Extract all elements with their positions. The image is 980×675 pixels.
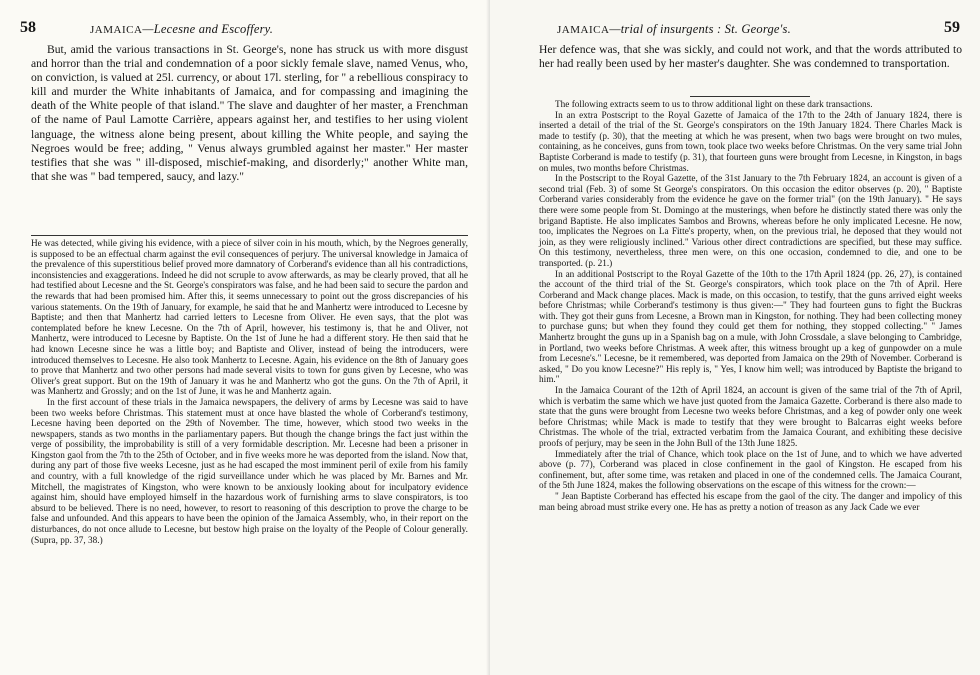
body-paragraph: But, amid the various transactions in St. George's, none has struck us with more disgust and horror than the trial and condemnation of a poor sickly female slave, named Venus, who, on conviction, is valued at 25l. currency, or about 17l. sterling, for " a rebellious conspiracy to kill and murder the White inhabitants of Jamaica, and for compassing and imagining the death of the White people of that island." The slave and daughter of her master, a Frenchman of the name of Paul Lamotte Carrière, appears against her, and testifies to her using violent language, the witness alone being present, about killing the White people, and saying the Negroes would be free; adding, " Venus always grumbled against her master." Her master testifies that she was " ill-disposed, mischief-making, and disorderly;" another White man, that she was " bad tempered, saucy, and lazy." xyxy=(31,43,468,183)
left-page-header xyxy=(20,19,468,39)
section-divider xyxy=(690,96,810,97)
main-text-block xyxy=(539,43,962,71)
right-page-header xyxy=(515,19,960,39)
footnote-paragraph: In the first account of these trials in the Jamaica newspapers, the delivery of arms by Lecesne was said to have been two weeks before Christmas. This statement must at once have blasted the whole of Corberand's testimony, Lecesne having been deported on the 29th of November. The time, however, which stood two weeks in the newspapers, stands as two months in the parliamentary papers. But though the change brings the fact just within the verge of possibility, the improbability is still of a very formidable description. Mr. Lecesne had been a prisoner in Kingston gaol from the 7th to the 25th of October, and in five weeks more he was deported from the island. Now that, during any part of those five weeks Lecesne, just as he had escaped the most imminent peril of exile from his family and country, with a full knowledge of the rigid surveillance under which he was placed by Mr. Barnes and Mr. Mitchell, the magistrates of Kingston, who were known to be anxiously looking about for inculpatory evidence against him, should have employed himself in the hazardous work of furnishing arms to slave conspirators, is too absurd to be believed. There is no need, however, to resort to reasoning of this description to prove the charge to be false and unfounded. And this appears to have been the opinion of the Jamaica Assembly, who, in their report on the disturbances, do not once allude to Lecesne, but bestow high praise on the loyalty of the People of Colour generally. (Supra, pp. 37, 38.) xyxy=(31,397,468,546)
footnote-paragraph: " Jean Baptiste Corberand has effected his escape from the gaol of the city. The danger and impolicy of this man being abroad must strike every one. He has as pretty a notion of treason as any Jack Cade we ever xyxy=(539,491,962,513)
footnote-paragraph: He was detected, while giving his evidence, with a piece of silver coin in his mouth, which, by the Negroes generally, is supposed to be an effectual charm against the evil consequences of perjury. The universal knowledge in Jamaica of the prevalence of this superstitious belief proved more damnatory of Corberand's evidence than all his contradictions, inconsistencies and exaggerations. Indeed he did not scruple to avow afterwards, as may be clearly proved, that all he had testified about Lecesne and the St. George's conspirators was false, and he had been said to secure the pardon and the rewards that had been promised him. After this, it seems unnecessary to point out the gross discrepancies of his various statements. On the 19th of January, for example, he said that he and Manhertz were introduced to Lecesne by Baptiste; and then that Manhertz had carried letters to Lecesne from Oliver. He even says, that the plot was contemplated before he knew Lecesne. On the 7th of April, however, his testimony is, that he and Oliver, not Manhertz, were introduced to Lecesne by Baptiste. On the 1st of June he had a different story. He then said that he had known Lecesne since he was a little boy; and Baptiste and Oliver, instead of being the introducers, were introduced themselves to Lecesne. He also took Manhertz to Lecesne. Again, his evidence on the 8th of January goes to prove that Manhertz and two other persons had made several visits to town for guns given by Lecesne, who was Oliver's great support. But on the 19th of January it was he and Manhertz who got the guns. On the 7th of April, it was Manhertz and Grossly; and on the 1st of June, it was he and Manhertz again. xyxy=(31,239,468,398)
body-paragraph: Her defence was, that she was sickly, and could not work, and that the words attributed to her had really been used by her master's daughter. She was condemned to transportation. xyxy=(539,43,962,71)
running-head-caps: JAMAICA xyxy=(90,24,143,36)
footnote-block xyxy=(539,100,962,513)
running-head xyxy=(557,22,791,37)
right-page xyxy=(490,0,980,675)
main-text-block xyxy=(31,43,468,184)
page-number: 59 xyxy=(944,19,960,36)
running-head xyxy=(90,22,273,37)
footnote-paragraph: In an extra Postscript to the Royal Gazette of Jamaica of the 17th to the 24th of January 1824, there is inserted a detail of the trial of the St. George's conspirators on the 19th January 1824. There Charles Mack is made to testify (p. 30), that the meeting at which he was present, when two bags were brought on two mules, containing, as he conceives, guns from town, took place two weeks before Christmas. On the very same trial John Baptiste Corberand is made to testify (p. 31), that fourteen guns were brought from Lecesne, in Kingston, in bags on mules, two months before Christmas. xyxy=(539,110,962,174)
page-number: 58 xyxy=(20,19,36,36)
section-divider xyxy=(31,235,468,236)
running-head-caps: JAMAICA xyxy=(557,24,610,36)
footnote-paragraph: In the Jamaica Courant of the 12th of April 1824, an account is given of the same trial of the 7th of April, which is verbatim the same which we have just quoted from the Jamaica Gazette. Corberand is there also made to state that the guns were brought from Lecesne two weeks before Christmas, and a keg of powder only one week before Christmas; while Mack is made to testify that they were brought to Balcarras eight weeks before Christmas. The whole of the trial, extracted verbatim from the Jamaica Courant, and exhibiting these decisive proofs of perjury, may be seen in the John Bull of the 13th June 1825. xyxy=(539,386,962,449)
running-head-title: —trial of insurgents : St. George's. xyxy=(609,22,791,36)
footnote-paragraph: Immediately after the trial of Chance, which took place on the 1st of June, and to which we have adverted above (p. 77), Corberand was placed in close confinement in the gaol of Kingston. He escaped from his confinement, but, after some time, was retaken and placed in one of the condemned cells. The Jamaica Courant, of the 5th June 1824, makes the following observations on the escape of this witness for the crown:— xyxy=(539,449,962,492)
footnote-paragraph: In the Postscript to the Royal Gazette, of the 31st January to the 7th February 1824, an account is given of a second trial (Feb. 3) of some St George's conspirators. On this occasion the editor observes (p. 20), " Baptiste Corberand varies considerably from the evidence he gave on the former trial" (on the 19th January). " He says there were some people from St. Domingo at the musterings, when before he distinctly stated there was only the brigand Baptiste. He also implicates Sambos and Browns, whereas before he only implicated Lecesne. He now, too, implicates the Negroes on La Fitte's property, when, on the previous trial, he deposed that they would not join, as they were religiously inclined." Various other direct contradictions are specified, but these may suffice. On this testimony, nevertheless, three men were, on this one occasion, condemned to die, and one to be transported. (p. 21.) xyxy=(539,174,962,269)
footnote-paragraph: In an additional Postscript to the Royal Gazette of the 10th to the 17th April 1824 (pp. 26, 27), is contained the account of the third trial of the St. George's conspirators, which took place on the 7th of April. Here Corberand and Mack change places. Mack is made, on this occasion, to testify, that the guns arrived eight weeks before Christmas; while Corberand's testimony is thus given:—" They had fourteen guns to fight the Buckras with. They got their guns from Lecesne, a Brown man in Kingston, for nothing. They had been collecting money to purchase guns; but when they found they could get them for nothing, they stopped collecting." " James Manhertz brought the guns up in a Spanish bag on a mule, with John Crossdale, a slave belonging to Cambridge, in Portland, two weeks before Christmas. A week after, this witness brought up a keg of gunpowder on a mule from Lecesne's." Lecesne, be it remembered, was deported from Jamaica on the 29th of November. Corberand is asked, " Do you know Lecesne?" His reply is, " Yes, I know him well; was introduced by Baptiste the brigand to him." xyxy=(539,269,962,386)
running-head-title: —Lecesne and Escoffery. xyxy=(142,22,274,36)
footnote-block xyxy=(31,239,468,546)
footnote-paragraph: The following extracts seem to us to throw additional light on these dark transactions. xyxy=(555,100,873,110)
